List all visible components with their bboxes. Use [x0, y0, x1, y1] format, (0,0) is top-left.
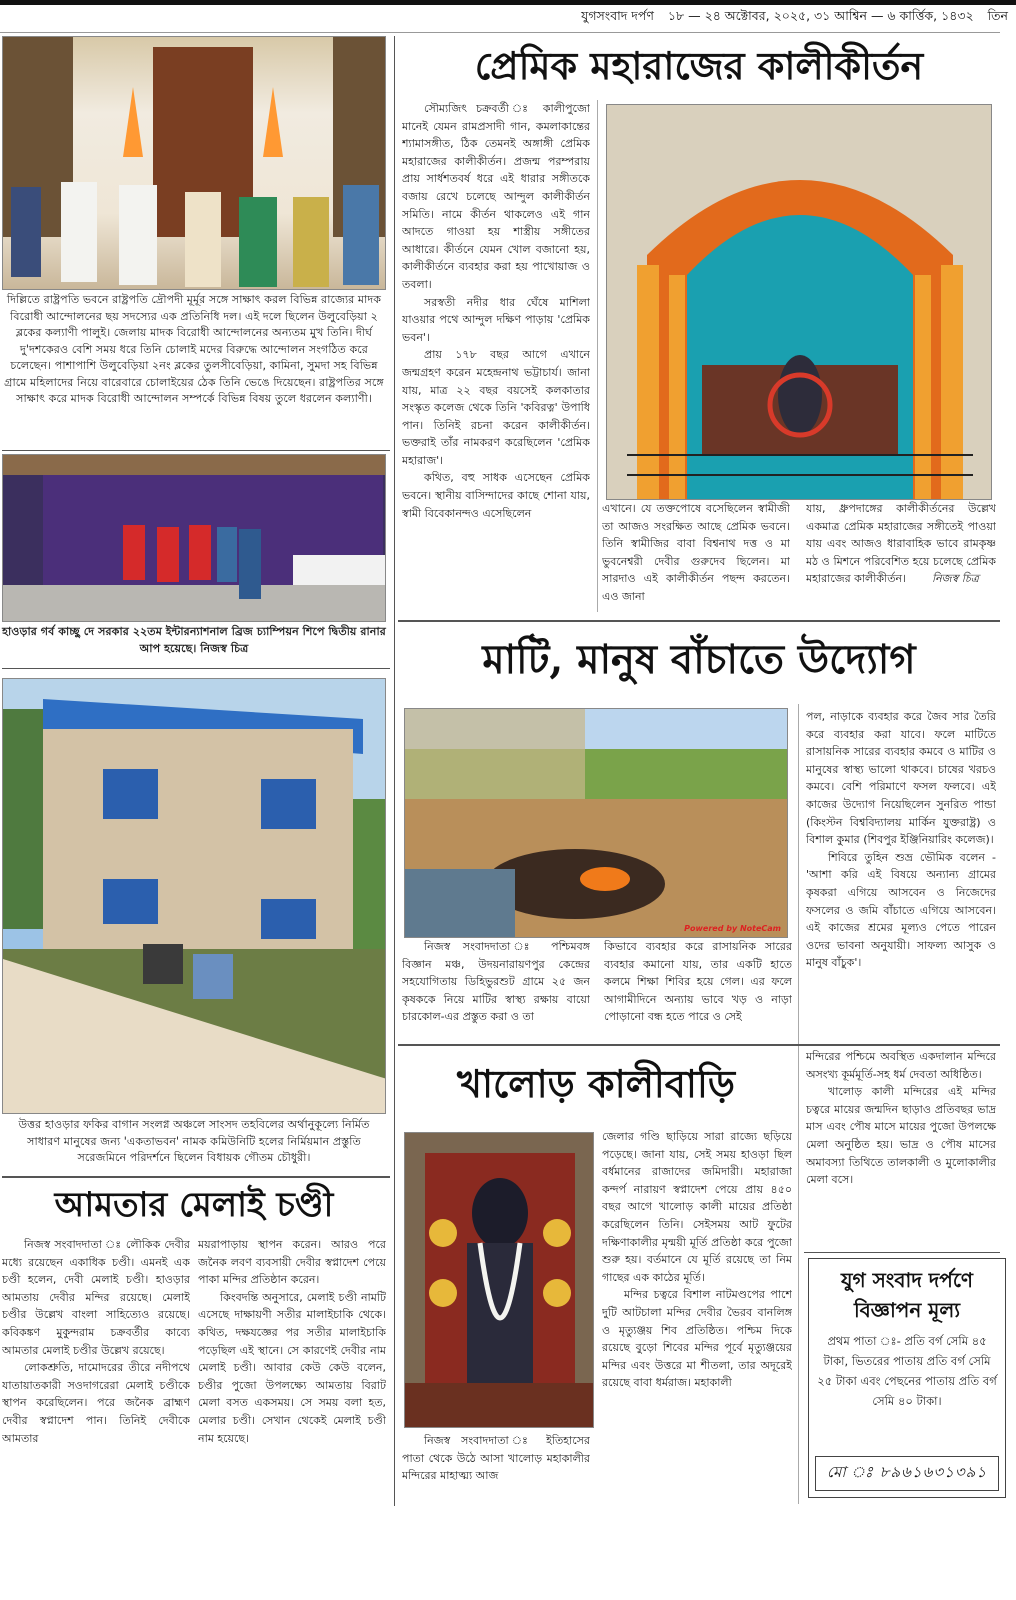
paragraph: মন্দির চত্বরে বিশাল নাটমণ্ডপের পাশে দুটি আটচালা মন্দির দেবীর ভৈরব বানলিঙ্গ ও মৃত্যুঞ্জয় শিব প্রতিষ্ঠিত। পশ্চিম দিকে রয়েছে বুড়ো শিবের মন্দির পূর্বে মৃত্যুঞ্জয়ের মন্দির এবং উত্তরে মা শীতলা, তার অদূরেই রয়েছে বাবা ধর্মরাজ। মহাকালী	[602, 1288, 792, 1390]
paragraph: লোকশ্রুতি, দামোদরের তীরে নদীপথে যাতায়াতকারী সওদাগরেরা মেলাই চণ্ডীকে স্থাপন করেছিলেন। পরে জনৈক ব্রাহ্মণ দেবীর স্বপ্নাদেশ পান। তিনিই দেবীকে আমতার	[2, 1361, 190, 1445]
khalor-column-2	[602, 1128, 792, 1504]
premik-maharaj-headline: প্রেমিক মহারাজের কালীকীর্তন	[474, 43, 924, 88]
column-divider	[394, 36, 395, 1506]
column-divider	[798, 704, 799, 1049]
page-header	[571, 8, 1008, 30]
paragraph: ময়রাপাড়ায় স্থাপন করেন। আরও পরে জনৈক লবণ ব্যবসায়ী দেবীর স্বপ্নাদেশ পেয়ে পাকা মন্দির প্রতিষ্ঠান করেন।	[198, 1238, 386, 1287]
paragraph: মন্দিরের পশ্চিমে অবস্থিত একদালান মন্দিরে অসংখ্য কূর্মমূর্তি-সহ ধর্ম দেবতা অধিষ্ঠিত।	[806, 1050, 996, 1081]
president-meeting-caption: দিল্লিতে রাষ্ট্রপতি ভবনে রাষ্ট্রপতি দ্রৌপদী মূর্মূর সঙ্গে সাক্ষাৎ করল বিভিন্ন রাজ্যের মাদক বিরোধী আন্দোলনের ছয় সদস্যের এক প্রতিনিধি দল। এই দলে ছিলেন উলুবেড়িয়া ২ ব্লকের কল্যাণী পালুই। জেলায় মাদক বিরোধী আন্দোলনের অন্যতম মুখ তিনি। দীর্ঘ দু'দশকেরও বেশি সময় ধরে তিনি চোলাই মদের বিরুদ্ধে আন্দোলন সংগঠিত করে চলেছেন। পাশাপাশি উলুবেড়িয়া ২নং ব্লকের তুলসীবেড়িয়া, কামিনা, সুমদা সহ বিভিন্ন গ্রামে মহিলাদের নিয়ে বারেবারে চোলাইয়ের ঠেক তিনি ভেঙে দিয়েছেন। রাষ্ট্রপতির সঙ্গে সাক্ষাৎ করে মাদক বিরোধী আন্দোলন সম্পর্কে বিভিন্ন বিষয় তুলে ধরলেন কল্যাণী।	[4, 293, 384, 405]
paragraph: খালোড় কালী মন্দিরের এই মন্দির চত্বরে মায়ের জন্মদিন ছাড়াও প্রতিবছর ভাদ্র মাস এবং পৌষ মাসে মায়ের পুজো উপলক্ষে মেলা অনুষ্ঠিত হয়। ভাদ্র ও পৌষ মাসের অমাবস্যা তিথিতে তালকালী ও মুলোকালীর মেলা বসে।	[806, 1085, 996, 1187]
photo-illustration	[607, 105, 992, 500]
paragraph: সৌম্যজিৎ চক্রবর্তী ঃ কালীপুজো মানেই যেমন রামপ্রসাদী গান, কমলাকান্তের শ্যামাসঙ্গীত, ঠিক তেমনই অঙ্গাঙ্গী প্রেমিক মহারাজের কালীকীর্তন। প্রজন্ম পরম্পরায় প্রায় সার্ধশতবর্ষ ধরে এই ধারার সঙ্গীতকে বজায় রেখে চলেছে আন্দুল কালীকীর্তন সমিতি। নামে কীর্তন থাকলেও এই গান আদতে গাওয়া হয় শাস্ত্রীয় সঙ্গীতের আধারে। কীর্তনে যেমন খোল বজানো হয়, কালীকীর্তনে ব্যবহার করা হয় পাখোয়াজ ও তবলা।	[402, 102, 590, 291]
premik-column-2	[602, 500, 790, 618]
ad-title-line-1: যুগ সংবাদ দর্পণে	[840, 1268, 974, 1292]
paragraph: প্রায় ১৭৮ বছর আগে এখানে জন্মগ্রহণ করেন মহেন্দ্রনাথ ভট্টাচার্য। জানা যায়, মাত্র ২২ বছর বয়সেই কলকাতার সংস্কৃত কলেজ থেকে তিনি 'কবিরত্ন' উপাধি পান। তিনিই রচনা করেন কালীকীর্তন। ভক্তরাই তাঁর নামকরণ করেছিলেন 'প্রেমিক মহারাজ'।	[402, 348, 590, 467]
header-divider	[0, 32, 1000, 33]
photo-illustration	[405, 709, 788, 938]
paragraph: নিজস্ব সংবাদদাতা ঃ ইতিহাসের পাতা থেকে উঠে আসা খালোড় মহাকালীর মন্দিরের মাহাত্ম্য আজ	[402, 1434, 590, 1483]
khalor-column-1	[402, 1432, 590, 1502]
date-line: ১৮ — ২৪ অক্টোবর, ২০২৫, ৩১ আশ্বিন — ৬ কার্ত্তিক, ১৪৩২	[667, 8, 974, 23]
paragraph: নিজস্ব সংবাদদাতা ঃ পশ্চিমবঙ্গ বিজ্ঞান মঞ্চ, উদয়নারায়ণপুর কেন্দ্রের সহযোগিতায় ডিহিভুরশুট গ্রামে ২৫ জন কৃষককে নিয়ে মাটির স্বাস্থ্য রক্ষায় বায়ো চারকোল-এর প্রস্তুত করা ও তা	[402, 940, 590, 1024]
paragraph: নিজস্ব সংবাদদাতা ঃ লৌকিক দেবীর মধ্যে রয়েছেন একাধিক চণ্ডী। এমনই এক চণ্ডী হলেন, দেবী মেলাই চণ্ডী। হাওড়ার আমতায় দেবীর মন্দির রয়েছে। মেলাই চণ্ডীর উল্লেখ বাংলা সাহিত্যেও রয়েছে। কবিকঙ্কণ মুকুন্দরাম চক্রবর্তীর কাব্যে আমতার মেলাই চণ্ডীর উল্লেখ রয়েছে।	[2, 1238, 190, 1357]
melai-chandi-column-1	[2, 1236, 190, 1506]
paragraph: জেলার গণ্ডি ছাড়িয়ে সারা রাজ্যে ছড়িয়ে পড়েছে। জানা যায়, সেই সময় হাওড়া ছিল বর্ধমানের রাজাদের জমিদারী। মহারাজা কন্দর্প নারায়ণ স্বপ্নাদেশ পেয়ে প্রায় ৪৫০ বছর আগে খালোড় কালী মায়ের প্রতিষ্ঠা করেছিলেন তিনি। সেইসময় আট ফুটের দক্ষিণাকালীর মৃন্ময়ী মূর্তি প্রতিষ্ঠা করে পুজো শুরু হয়। বর্তমানে যে মূর্তি রয়েছে তা নিম গাছের এক কাঠের মূর্তি।	[602, 1130, 792, 1284]
divider	[2, 668, 390, 669]
paragraph: কিংবদন্তি অনুসারে, মেলাই চণ্ডী নামটি এসেছে দাক্ষায়ণী সতীর মালাইচাকি থেকে। কথিত, দক্ষযজ্ঞের পর সতীর মালাইচাকি পড়েছিল এই স্থানে। সে কারণেই দেবীর নাম মেলাই চণ্ডী। আবার কেউ কেউ বলেন, চণ্ডীর পুজো উপলক্ষ্যে আমতায় বিরাট মেলা বসত একসময়। সে সময় বলা হত, মেলার চণ্ডী। সেখান থেকেই মেলাই চণ্ডী নাম হয়েছে।	[198, 1290, 386, 1445]
bridge-championship-caption: হাওড়ার গর্ব কাচ্ছু দে সরকার ২২তম ইন্টারন্যাশনাল ব্রিজ চ্যাম্পিয়ন শিপে দ্বিতীয় রানার আপ হয়েছে। নিজস্ব চিত্র	[2, 625, 386, 655]
paragraph: কথিত, বহু সাধক এসেছেন প্রেমিক ভবনে। স্থানীয় বাসিন্দাদের কাছে শোনা যায়, স্বামী বিবেকানন্দও এসেছিলেন	[402, 471, 590, 520]
divider	[804, 1252, 1000, 1253]
mati-manush-headline: মাটি, মানুষ বাঁচাতে উদ্যোগ	[482, 636, 916, 683]
ad-rates-text: প্রথম পাতা ঃ- প্রতি বর্গ সেমি ৪৫ টাকা, ভিতরের পাতায় প্রতি বর্গ সেমি ২৫ টাকা এবং পেছনের পাতায় প্রতি বর্গ সেমি ৪০ টাকা।	[817, 1334, 997, 1408]
ektabhavan-caption: উত্তর হাওড়ার ফকির বাগান সংলগ্ন অঞ্চলে সাংসদ তহবিলের অর্থানুকূল্যে নির্মিত সাধারণ মানুষের জন্য 'একতাভবন' নামক কমিউনিটি হলের নির্মিয়মান প্রস্তুতি সরেজমিনে পরিদর্শনে ছিলেন বিধায়ক গৌতম চৌধুরী।	[18, 1118, 370, 1164]
divider	[398, 620, 1000, 622]
premik-column-1	[402, 100, 590, 612]
president-meeting-photo	[2, 36, 386, 290]
bridge-championship-photo	[2, 454, 386, 622]
premik-column-3	[806, 500, 996, 618]
mati-column-3	[806, 708, 996, 1044]
paragraph: সরস্বতী নদীর ধার ঘেঁষে মাশিলা যাওয়ার পথে আন্দুল দক্ষিণ পাড়ায় 'প্রেমিক ভবন'।	[402, 295, 590, 344]
page-number: তিন	[987, 8, 1008, 23]
divider	[2, 1176, 390, 1178]
khalor-kali-idol-photo	[404, 1132, 594, 1428]
mati-column-2	[604, 938, 792, 1038]
paragraph: শিবিরে তুহিন শুভ্র ভৌমিক বলেন - 'আশা করি এই বিষয়ে অন্যান্য গ্রামের কৃষকরা এগিয়ে আসবেন ও নিজেদের ফসলের ও জমি বাঁচাতে এগিয়ে আসবেন। এই কাজের শ্রমের মূল্যও পেতে পারেন ওদের ভাবনা অনুযায়ী। সাফল্য আসুক ও মানুষ বাঁচুক'।	[806, 850, 996, 970]
melai-chandi-column-2	[198, 1236, 386, 1506]
top-rule	[0, 0, 1016, 5]
ad-phone-number: মো ঃ ৮৯৬১৬৩১৩৯১	[815, 1456, 999, 1491]
advertisement-rates-box	[808, 1258, 1006, 1498]
kali-temple-photo	[606, 104, 992, 500]
paragraph: পল, নাড়াকে ব্যবহার করে জৈব সার তৈরি করে ব্যবহার করা যাবে। ফলে মাটিতে রাসায়নিক সারের ব্যবহার কমবে ও মাটির ও মানুষের স্বাস্থ্য ভালো থাকবে। চাষের খরচও কমবে। বেশি পরিমাণে ফসল ফলবে। এই কাজের উদ্যোগ নিয়েছিলেন সুনরিত পান্ডা (কিংস্টন বিশ্ববিদ্যালয় মার্কিন যুক্তরাষ্ট্র) ও বিশাল কুমার (শিবপুর ইঞ্জিনিয়ারিং কলেজ)।	[806, 710, 996, 847]
column-divider	[597, 100, 598, 612]
paragraph: এখানে। যে তক্তপোষে বসেছিলেন স্বামীজী তা আজও সংরক্ষিত আছে প্রেমিক ভবনে। তিনি স্বামীজির বাবা বিশ্বনাথ দত্ত ও মা ভুবনেশ্বরী দেবীর গুরুদেব ছিলেন। মা সারদাও এই কালীকীর্তন পছন্দ করতেন। এও জানা	[602, 502, 790, 603]
paper-name: যুগসংবাদ দর্পণ	[581, 8, 654, 23]
paragraph: কিভাবে ব্যবহার করে রাসায়নিক সারের ব্যবহার কমানো যায়, তার একটি হাতে কলমে শিক্ষা শিবির হয়ে গেল। এর ফলে আগামীদিনে অন্যায় ভাবে খড় ও নাড়া পোড়ানো বন্ধ হতে পারে ও সেই	[604, 940, 792, 1024]
khalor-kalibari-headline: খালোড় কালীবাড়ি	[457, 1061, 735, 1106]
mati-column-1	[402, 938, 590, 1038]
melai-chandi-headline: আমতার মেলাই চণ্ডী	[54, 1185, 334, 1225]
column-divider	[798, 1048, 799, 1504]
photo-watermark: Powered by NoteCam	[684, 924, 781, 933]
khalor-column-3	[806, 1048, 996, 1248]
ektabhavan-building-photo	[2, 678, 386, 1114]
photo-illustration	[3, 455, 386, 622]
divider	[398, 1044, 1000, 1046]
ad-title-line-2: বিজ্ঞাপন মূল্য	[853, 1298, 961, 1322]
photo-illustration	[3, 37, 386, 290]
photo-credit: নিজস্ব চিত্র	[931, 572, 979, 586]
paragraph: যায়, ধ্রুপদাঙ্গের কালীকীর্তনের উল্লেখ একমাত্র প্রেমিক মহারাজের সঙ্গীতেই পাওয়া যায় এবং আজও ধারাবাহিক ভাবে রামকৃষ্ণ মঠ ও মিশনে পরিবেশিত হয়ে চলেছে প্রেমিক মহারাজের কালীকীর্তন।	[806, 502, 996, 586]
photo-illustration	[3, 679, 386, 1114]
divider	[2, 450, 390, 451]
photo-illustration	[405, 1133, 594, 1428]
stubble-burning-photo	[404, 708, 788, 938]
